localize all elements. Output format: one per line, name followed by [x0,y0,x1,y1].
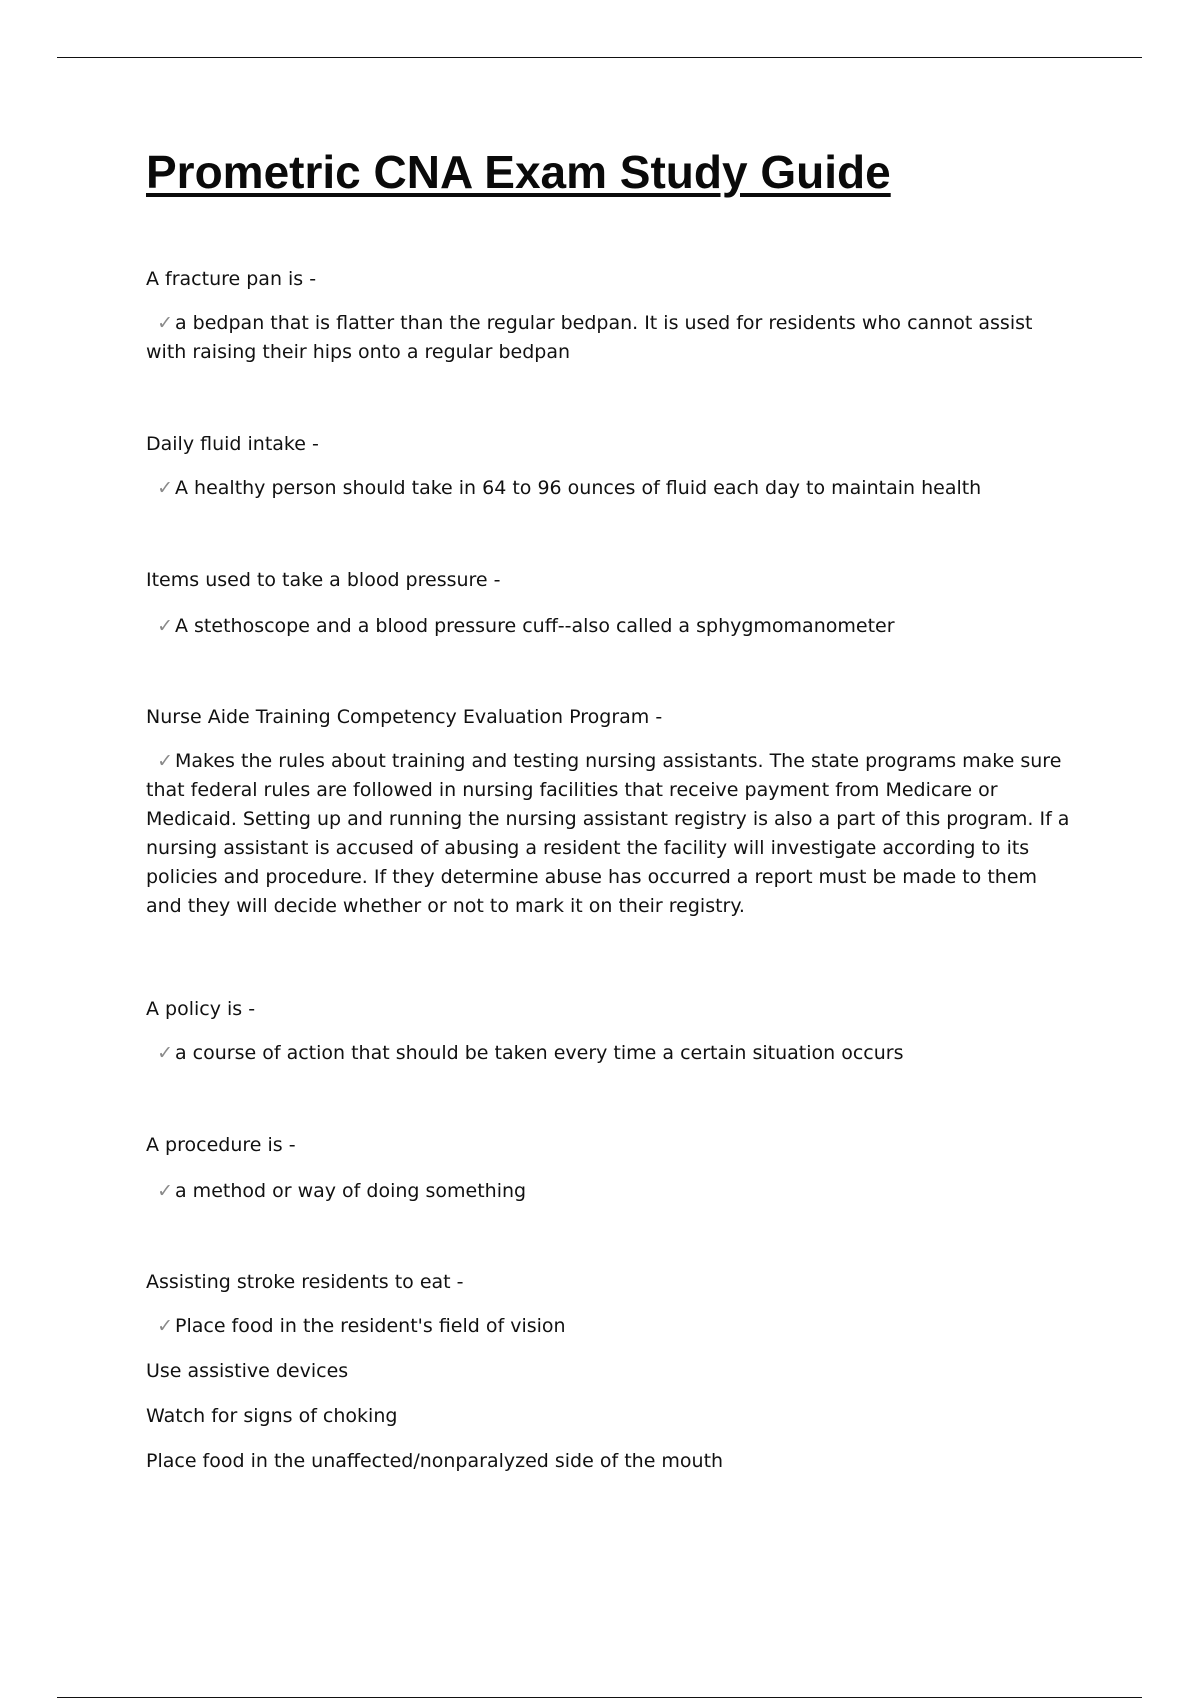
qa-item-daily-fluid-intake [146,430,1076,503]
answer-text [146,612,1076,641]
answer-text [146,1312,1076,1341]
qa-item-fracture-pan [146,265,1076,367]
answer-body: a method or way of doing something [175,1180,527,1202]
bottom-rule [57,1697,1142,1698]
answer-line: Watch for signs of choking [146,1405,398,1427]
document-body [146,140,1076,1472]
question-text: A procedure is - [146,1134,296,1156]
answer-body: a course of action that should be taken every time a certain situation occurs [175,1042,904,1064]
checkmark-icon: ✓ [157,750,173,772]
checkmark-icon: ✓ [157,312,173,334]
qa-item-policy [146,995,1076,1068]
question-text: Nurse Aide Training Competency Evaluation Program - [146,706,663,728]
top-rule [57,57,1142,58]
qa-item-procedure [146,1131,1076,1206]
answer-line: Use assistive devices [146,1360,349,1382]
question-text: A fracture pan is - [146,268,317,290]
question-text: Items used to take a blood pressure - [146,569,501,591]
answer-text [146,1177,1076,1206]
answer-body: a bedpan that is flatter than the regular bedpan. It is used for residents who cannot assist with raising their hips onto a regular bedpan [146,312,1033,363]
question-text: A policy is - [146,998,256,1020]
qa-item-natcep [146,703,1076,921]
checkmark-icon: ✓ [157,1315,173,1337]
qa-item-blood-pressure [146,566,1076,641]
qa-item-stroke-eating [146,1268,1076,1476]
answer-body: A healthy person should take in 64 to 96 ounces of fluid each day to maintain health [175,477,982,499]
checkmark-icon: ✓ [157,1042,173,1064]
answer-body: Makes the rules about training and testing nursing assistants. The state programs make sure that federal rules are followed in nursing facilities that receive payment from Medicare or Medicaid. Setting up and running the nursing assistant registry is also a part of this program. If a nursing assistant is accused of abusing a resident the facility will investigate according to its policies and procedure. If they determine abuse has occurred a report must be made to them and they will decide whether or not to mark it on their registry. [146,750,1070,917]
answer-body: Place food in the resident's field of vision [175,1315,566,1337]
checkmark-icon: ✓ [157,615,173,637]
document-title: Prometric CNA Exam Study Guide [146,146,891,198]
checkmark-icon: ✓ [157,1180,173,1202]
answer-line: Place food in the unaffected/nonparalyzed side of the mouth [146,1450,724,1472]
answer-text [146,474,1076,503]
answer-body: A stethoscope and a blood pressure cuff--also called a sphygmomanometer [175,615,895,637]
answer-text [146,747,1076,921]
answer-text [146,1039,1076,1068]
checkmark-icon: ✓ [157,477,173,499]
question-text: Assisting stroke residents to eat - [146,1271,464,1293]
question-text: Daily fluid intake - [146,433,319,455]
answer-text [146,309,1076,367]
